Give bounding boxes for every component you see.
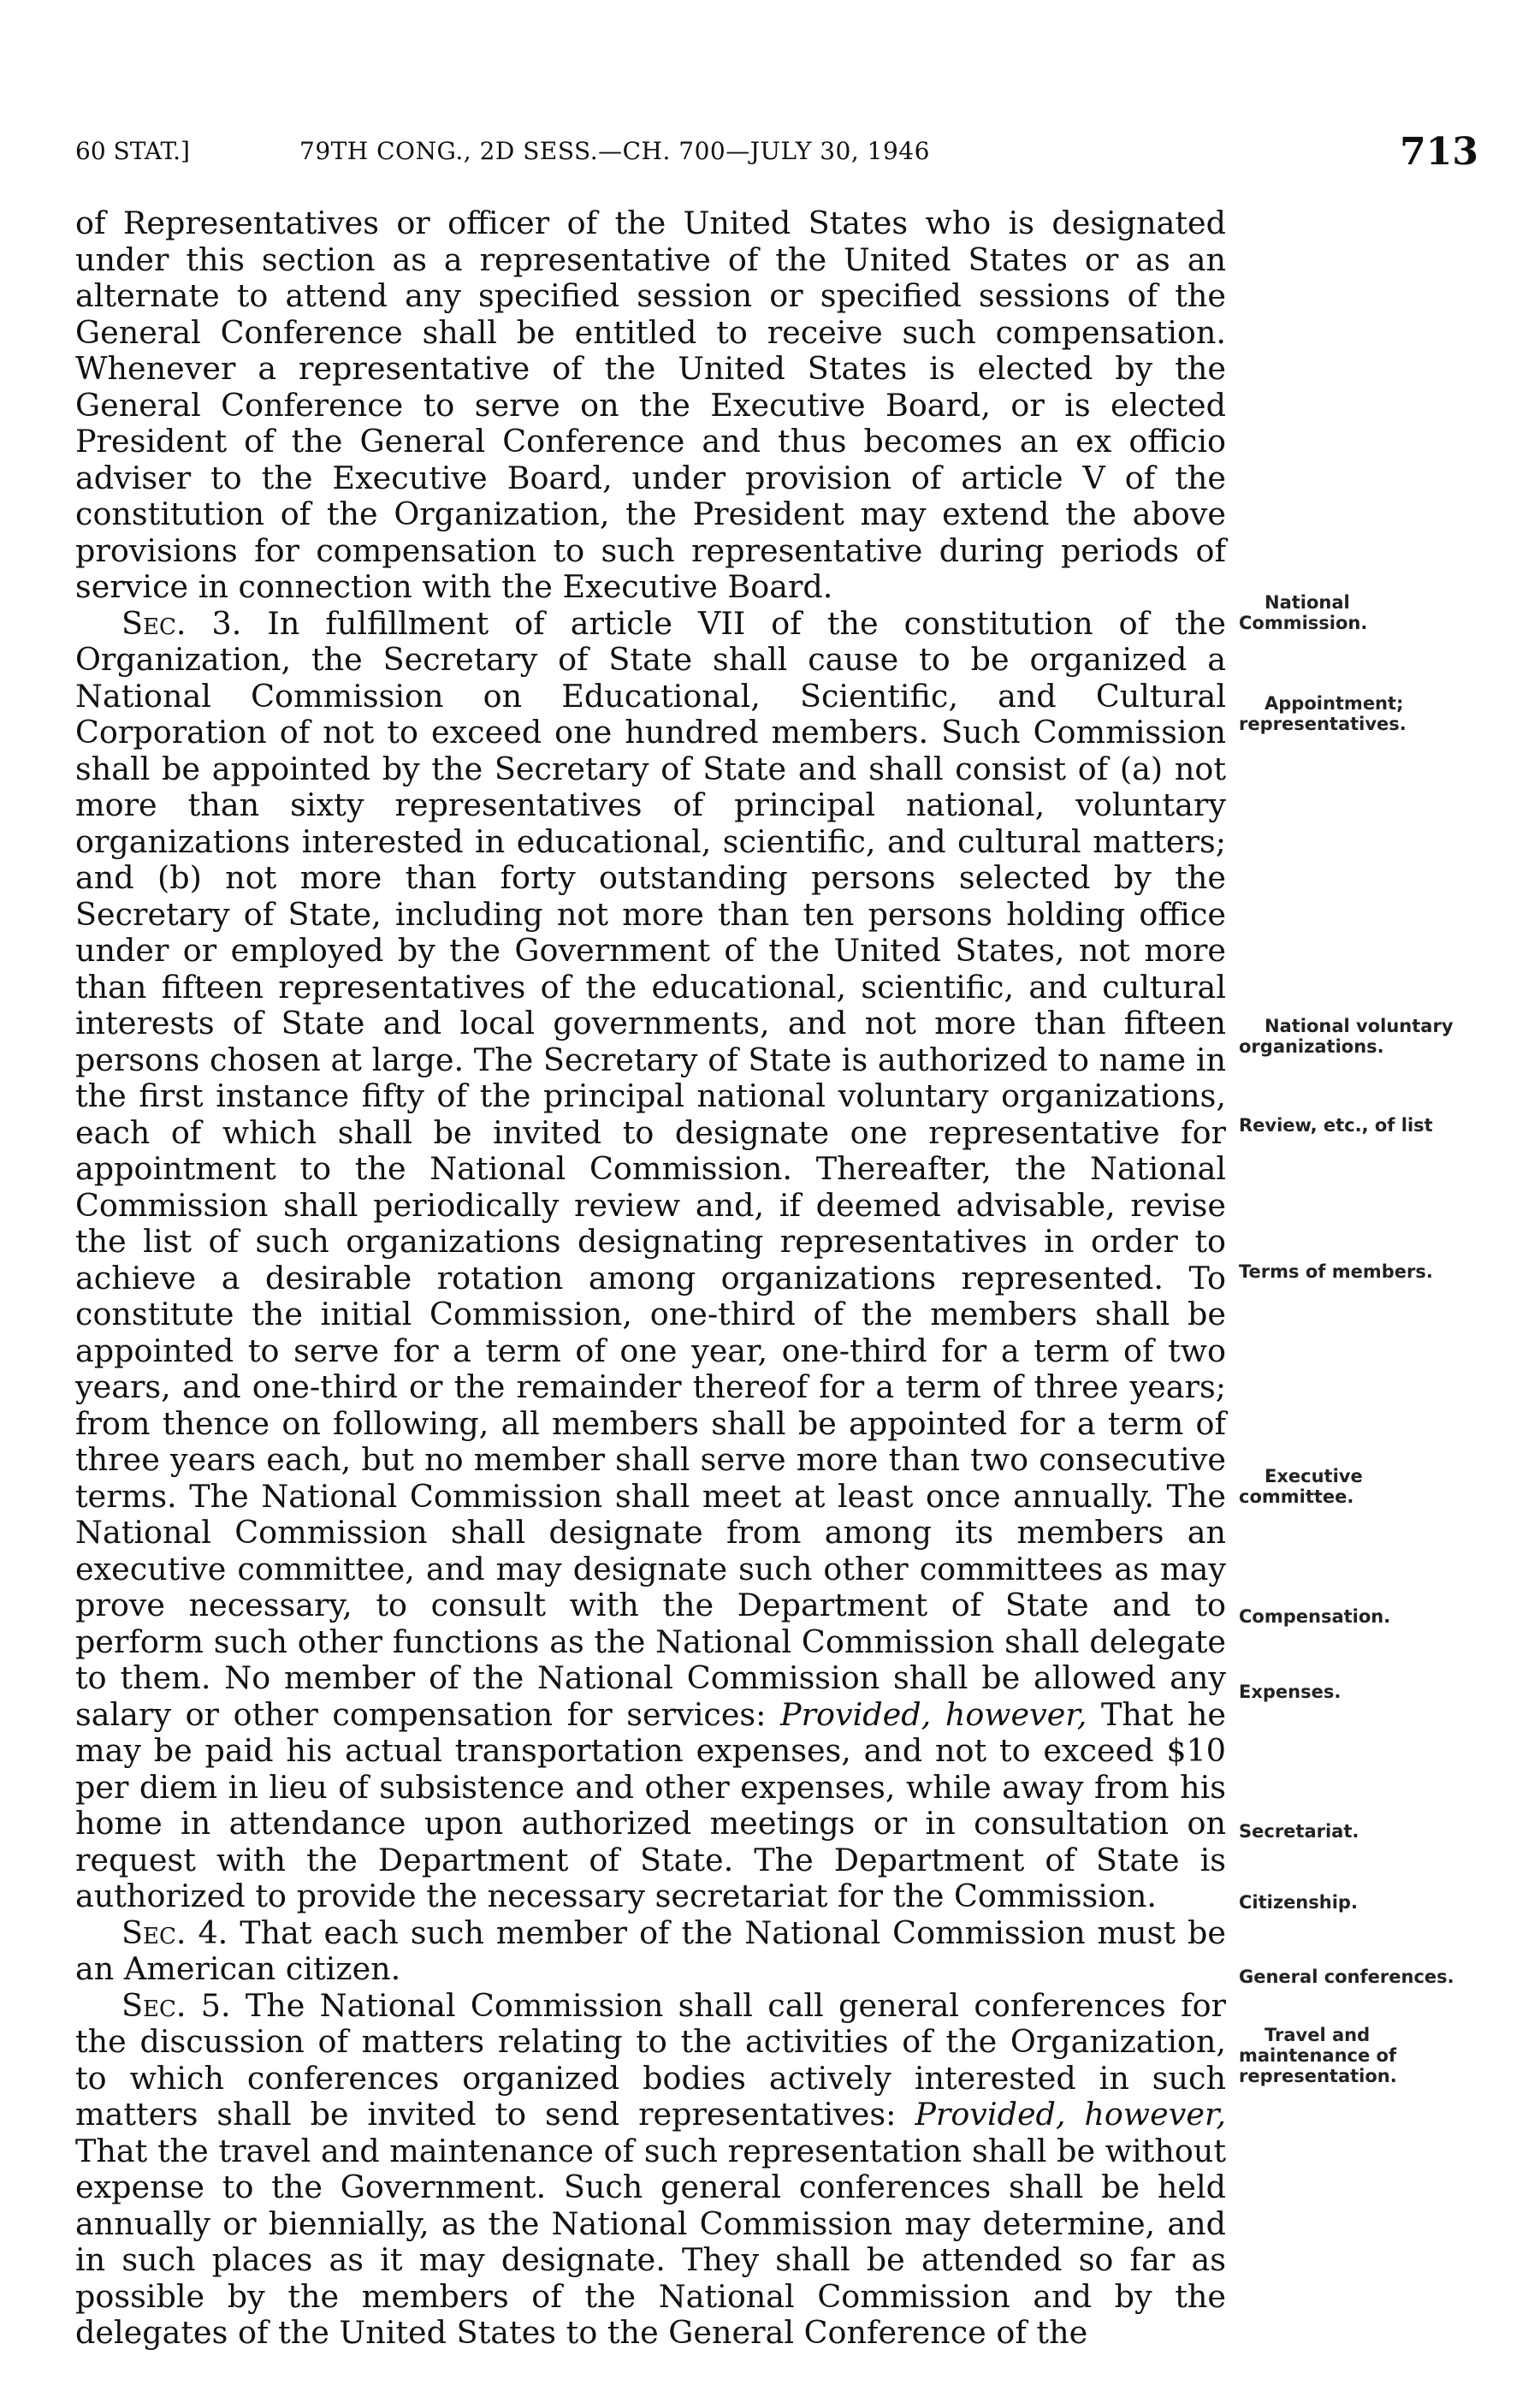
paragraph-text-after: That he may be paid his actual transportation expenses, and not to exceed $10 per diem in lieu of subsistence and other expenses, while away from his home in attendance upon authorized meetings or in consultation on request with the Department of State. The Department of State is authorized to provide the necessary secretariat for the Commission. bbox=[75, 1695, 1226, 1914]
margin-note-compensation: Compensation. bbox=[1239, 1606, 1391, 1627]
margin-note-voluntary-organizations: National voluntary organizations. bbox=[1239, 1016, 1454, 1057]
margin-note-citizenship: Citizenship. bbox=[1239, 1892, 1358, 1913]
margin-note-travel-maintenance: Travel and maintenance of representation. bbox=[1239, 2025, 1397, 2086]
paragraph-text: In fulfillment of article VII of the constitution of the Organization, the Secretary of State shall cause to be organized a National Commission on Educational, Scientific, and Cultural Corporation of not to exceed one hundred members. Such Commission shall be appointed by the Secretary of State and shall consist of (a) not more than sixty representatives of principal national, voluntary organizations interested in educational, scientific, and cultural matters; and (b) not more than forty outstanding persons selected by the Secretary of State, including not more than ten persons holding office under or employed by the Government of the United States, not more than fifteen representatives of the educational, scientific, and cultural interests of State and local governments, and not more than fifteen persons chosen at large. The Secretary of State is authorized to name in the first instance fifty of the principal national voluntary organizations, each of which shall be invited to designate one representative for appointment to the National Commission. Thereafter, the National Commission shall periodically review and, if deemed advisable, revise the list of such organizations designating representatives in order to achieve a desirable rotation among organizations represented. To constitute the initial Commission, one-third of the members shall be appointed to serve for a term of one year, one-third for a term of two years, and one-third or the remainder thereof for a term of three years; from thence on following, all members shall be appointed for a term of three years each, but no member shall serve more than two consecutive terms. The National Commission shall meet at least once annually. The National Commission shall designate from among its members an executive committee, and may designate such other committees as may prove necessary, to consult with the Department of State and to perform such other functions as the National Commission shall delegate to them. No member of the National Commission shall be allowed any salary or other compensation for services: bbox=[75, 604, 1226, 1733]
running-header bbox=[75, 130, 1478, 178]
margin-note-secretariat: Secretariat. bbox=[1239, 1821, 1359, 1842]
margin-note-executive-committee: Executive committee. bbox=[1239, 1466, 1363, 1507]
section-3-paragraph bbox=[75, 606, 1226, 1915]
margin-note-general-conferences: General conferences. bbox=[1239, 1967, 1454, 1987]
paragraph-text: The National Commission shall call general conferences for the discussion of matters relating to the activities of the Organization, to which conferences organized bodies actively interested in such matters shall be invited to send representatives: bbox=[75, 1986, 1226, 2133]
margin-note-national-commission: National Commission. bbox=[1239, 592, 1368, 633]
paragraph-text-after: That the travel and maintenance of such representation shall be without expense to the Government. Such general conferences shall be held annually or biennially, as the National Commission may determine, and in such places as it may designate. They shall be attended so far as possible by the members of the National Commission and by the delegates of the United States to the General Conference of the bbox=[75, 2132, 1226, 2351]
paragraph-text: of Representatives or officer of the United States who is designated under this section as a representative of the United States or as an alternate to attend any specified session or specified sessions of the General Conference shall be entitled to receive such compensation. Whenever a representative of the United States is elected by the General Conference to serve on the Executive Board, or is elected President of the General Conference and thus becomes an ex officio adviser to the Executive Board, under provision of article V of the constitution of the Organization, the President may extend the above provisions for compensation to such representative during periods of service in connection with the Executive Board. bbox=[75, 205, 1226, 605]
paragraph-continuation bbox=[75, 205, 1226, 606]
section-5-paragraph bbox=[75, 1988, 1226, 2352]
margin-note-terms: Terms of members. bbox=[1239, 1261, 1433, 1282]
section-4-paragraph bbox=[75, 1915, 1226, 1988]
header-session-chapter-date: 79TH CONG., 2D SESS.—CH. 700—JULY 30, 1946 bbox=[299, 137, 930, 165]
header-volume: 60 STAT.] bbox=[75, 137, 190, 165]
statute-text bbox=[75, 205, 1226, 2352]
section-label: Sec. 4. bbox=[121, 1914, 228, 1951]
paragraph-text: That each such member of the National Commission must be an American citizen. bbox=[75, 1914, 1226, 1987]
margin-note-review-list: Review, etc., of list bbox=[1239, 1115, 1433, 1136]
section-label: Sec. 3. bbox=[121, 604, 242, 642]
proviso-italic: Provided, however, bbox=[915, 2096, 1226, 2133]
margin-note-expenses: Expenses. bbox=[1239, 1682, 1342, 1702]
proviso-italic: Provided, however, bbox=[780, 1695, 1087, 1733]
margin-note-appointment: Appointment; representatives. bbox=[1239, 693, 1407, 734]
page-number: 713 bbox=[1400, 130, 1478, 174]
section-label: Sec. 5. bbox=[121, 1986, 231, 2024]
